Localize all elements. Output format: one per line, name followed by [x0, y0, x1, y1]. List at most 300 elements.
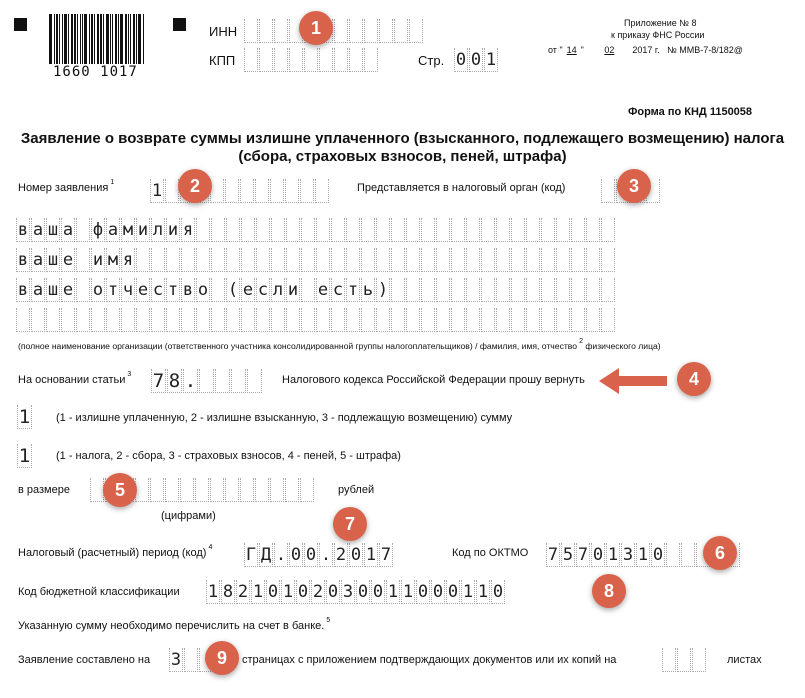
name-cell	[331, 308, 345, 332]
barcode-bar	[64, 14, 67, 64]
oktmo-cell: 7	[577, 545, 589, 565]
kbk-cell: 0	[327, 582, 339, 602]
name-cell	[436, 218, 450, 242]
barcode-bar	[138, 14, 141, 64]
kbk-cell: 0	[267, 582, 279, 602]
registration-mark-right	[173, 18, 186, 31]
name-row[interactable]	[16, 308, 616, 332]
sheets-cells[interactable]	[662, 648, 707, 672]
form-code: Форма по КНД 1150058	[628, 106, 753, 118]
name-cell	[346, 218, 360, 242]
pages-middle: страницах с приложением подтверждающих документов или их копий на	[242, 654, 617, 666]
amount-cell	[300, 478, 314, 502]
name-cell	[271, 248, 285, 272]
step-badge-9: 9	[205, 641, 239, 675]
name-cell	[256, 308, 270, 332]
name-cell	[436, 278, 450, 302]
name-caption	[18, 338, 661, 351]
kbk-cell: 1	[402, 582, 414, 602]
article-cell	[215, 369, 230, 393]
name-rows[interactable]	[16, 218, 616, 338]
application-number-cell	[285, 179, 299, 203]
period-label-text: Налоговый (расчетный) период (код)	[18, 547, 207, 559]
name-cell: ч	[122, 280, 134, 300]
application-number-cell: 1	[151, 181, 163, 201]
kpp-cell	[349, 48, 363, 72]
name-cell: и	[167, 220, 179, 240]
name-cell	[496, 308, 510, 332]
name-cell	[391, 278, 405, 302]
name-cell	[301, 218, 315, 242]
kbk-cell: 1	[207, 582, 219, 602]
kbk-cell: 8	[222, 582, 234, 602]
name-cell	[76, 248, 90, 272]
bank-note	[18, 617, 331, 632]
name-cell	[256, 248, 270, 272]
name-cell	[556, 218, 570, 242]
payment-type-text: (1 - налога, 2 - сбора, 3 - страховых взносов, 4 - пеней, 5 - штрафа)	[56, 450, 401, 462]
name-cell: я	[122, 250, 134, 270]
name-cell	[331, 248, 345, 272]
sum-type-value-cell: 1	[18, 406, 31, 428]
name-cell	[601, 308, 615, 332]
application-number-label-text: Номер заявления	[18, 182, 109, 194]
name-cell	[181, 308, 195, 332]
inn-cell	[409, 19, 423, 43]
name-cell	[586, 218, 600, 242]
oktmo-cell: 7	[547, 545, 559, 565]
article-cell: 8	[168, 370, 181, 392]
pages-prefix: Заявление составлено на	[18, 654, 151, 666]
name-cell: (	[227, 280, 239, 300]
name-cell	[511, 308, 525, 332]
name-cell: а	[32, 280, 44, 300]
amount-label: в размере	[18, 484, 70, 496]
payment-type-cell[interactable]	[17, 444, 33, 468]
kbk-cell: 0	[297, 582, 309, 602]
name-cell	[406, 218, 420, 242]
application-number-label	[18, 179, 115, 194]
bank-note-text: Указанную сумму необходимо перечислить на счет в банке.	[18, 620, 325, 632]
name-cell	[511, 278, 525, 302]
page-digit-cell: 0	[455, 50, 467, 70]
sum-type-cell[interactable]	[17, 405, 33, 429]
name-cell	[481, 308, 495, 332]
kbk-label: Код бюджетной классификации	[18, 586, 180, 598]
oktmo-cell: 0	[592, 545, 604, 565]
name-cell	[376, 248, 390, 272]
name-cell: л	[152, 220, 164, 240]
name-cell	[331, 218, 345, 242]
period-cell: 1	[365, 545, 377, 565]
name-cell: с	[257, 280, 269, 300]
barcode-number: 1660 1017	[53, 64, 138, 80]
name-cell: л	[272, 280, 284, 300]
period-cell: 0	[290, 545, 302, 565]
application-number-cell	[210, 179, 224, 203]
appendix-line2: к приказу ФНС России	[611, 30, 705, 40]
name-cell	[586, 308, 600, 332]
name-cell	[196, 218, 210, 242]
name-cell	[481, 218, 495, 242]
name-cell	[436, 248, 450, 272]
name-cell: м	[107, 250, 119, 270]
application-number-cell	[225, 179, 239, 203]
barcode-bar	[91, 14, 93, 64]
name-cell	[451, 308, 465, 332]
name-cell	[421, 218, 435, 242]
oktmo-cell: 5	[562, 545, 574, 565]
amount-cell	[240, 478, 254, 502]
name-cell	[241, 248, 255, 272]
inn-cell	[334, 19, 348, 43]
order-month: 02	[604, 45, 615, 55]
kbk-cell: 0	[447, 582, 459, 602]
footnote-1: 1	[110, 179, 115, 186]
name-cell	[286, 218, 300, 242]
name-cell	[361, 248, 375, 272]
period-cell: 7	[380, 545, 392, 565]
name-cell: а	[62, 220, 74, 240]
application-number-cell	[255, 179, 269, 203]
kbk-cell: 3	[342, 582, 354, 602]
name-cell	[571, 278, 585, 302]
oktmo-cell: 1	[607, 545, 619, 565]
barcode-bar	[49, 14, 52, 64]
name-cell	[76, 218, 90, 242]
period-cells[interactable]	[244, 543, 394, 567]
name-cell: е	[62, 280, 74, 300]
step-badge-3: 3	[617, 169, 651, 203]
name-cell	[76, 278, 90, 302]
name-cell	[556, 308, 570, 332]
inn-cell	[364, 19, 378, 43]
name-cell	[226, 248, 240, 272]
name-cell	[346, 248, 360, 272]
name-cell	[121, 308, 135, 332]
name-cell: е	[137, 280, 149, 300]
name-cell	[406, 308, 420, 332]
inn-cell	[259, 19, 273, 43]
registration-mark-left	[14, 18, 27, 31]
name-caption-text: (полное наименование организации (ответственного участника консолидированной группы налогоплательщиков) / фамилия, имя, отчество	[18, 341, 578, 351]
footnote-2: 2	[579, 338, 583, 345]
form-title-line1: Заявление о возврате суммы излишне уплаченного (взысканного, подлежащего возмещению) налога	[20, 130, 785, 147]
kbk-cell: 0	[372, 582, 384, 602]
name-cell	[406, 278, 420, 302]
kbk-cell: 1	[252, 582, 264, 602]
barcode-bar	[133, 14, 135, 64]
name-cell	[271, 218, 285, 242]
barcode-bar	[103, 14, 104, 64]
article-cell: .	[184, 370, 197, 392]
name-cell	[571, 248, 585, 272]
barcode-bar	[82, 14, 83, 64]
name-cell	[136, 248, 150, 272]
name-cell	[466, 248, 480, 272]
barcode-bar	[115, 14, 117, 64]
page-digit-cell: 1	[485, 50, 497, 70]
kbk-cell: 1	[282, 582, 294, 602]
kpp-cell	[289, 48, 303, 72]
barcode	[49, 14, 147, 66]
name-cell	[211, 308, 225, 332]
amount-cell	[150, 478, 164, 502]
barcode-bar	[59, 14, 60, 64]
name-cell	[316, 218, 330, 242]
name-cell	[586, 248, 600, 272]
article-cells[interactable]	[151, 369, 263, 393]
name-cell	[481, 248, 495, 272]
barcode-bar	[112, 14, 113, 64]
name-cell	[91, 308, 105, 332]
kpp-cell	[274, 48, 288, 72]
amount-cell	[255, 478, 269, 502]
name-cell: в	[17, 250, 29, 270]
name-cell	[136, 308, 150, 332]
article-label	[18, 371, 132, 386]
step-badge-4: 4	[677, 362, 711, 396]
footnote-3: 3	[127, 371, 132, 378]
barcode-bar	[143, 14, 144, 64]
kpp-cell	[319, 48, 333, 72]
barcode-bar	[54, 14, 55, 64]
oktmo-cell: 0	[652, 545, 664, 565]
kbk-cell: 1	[477, 582, 489, 602]
barcode-bar	[94, 14, 95, 64]
barcode-bar	[77, 14, 78, 64]
name-cell	[496, 218, 510, 242]
name-cell	[376, 308, 390, 332]
application-number-cell	[165, 179, 179, 203]
name-cell	[466, 218, 480, 242]
name-cell: ш	[47, 250, 59, 270]
name-cell: ь	[362, 280, 374, 300]
pages-count-cell	[184, 648, 198, 672]
name-cell: с	[332, 280, 344, 300]
article-cell	[199, 369, 214, 393]
inn-cells[interactable]	[244, 19, 424, 43]
kpp-cell	[334, 48, 348, 72]
article-cell: 7	[152, 370, 165, 392]
step-badge-1: 1	[299, 11, 333, 45]
kbk-cell: 1	[462, 582, 474, 602]
name-cell: т	[167, 280, 179, 300]
name-cell: о	[92, 280, 104, 300]
name-cell	[316, 308, 330, 332]
amount-unit: рублей	[338, 484, 375, 496]
name-cell: о	[197, 280, 209, 300]
name-cell	[496, 248, 510, 272]
name-cell	[31, 308, 45, 332]
name-cell	[391, 248, 405, 272]
name-cell	[301, 308, 315, 332]
name-cell	[106, 308, 120, 332]
article-label-text: На основании статьи	[18, 374, 126, 386]
name-cell	[241, 308, 255, 332]
oktmo-cell	[666, 543, 680, 567]
name-cell: и	[92, 250, 104, 270]
page-number-cells	[454, 48, 499, 72]
name-cell	[601, 248, 615, 272]
barcode-bar	[100, 14, 102, 64]
kpp-cell	[364, 48, 378, 72]
inn-cell	[394, 19, 408, 43]
step-badge-7: 7	[333, 507, 367, 541]
barcode-bar	[62, 14, 63, 64]
application-number-cell	[300, 179, 314, 203]
name-cell	[601, 278, 615, 302]
step-badge-8: 8	[592, 574, 626, 608]
inn-cell	[349, 19, 363, 43]
name-cell	[541, 278, 555, 302]
order-number: № ММВ-7-8/182@	[667, 45, 743, 55]
name-cell	[166, 308, 180, 332]
name-cell	[466, 308, 480, 332]
kpp-cells[interactable]	[244, 48, 379, 72]
name-cell	[361, 308, 375, 332]
name-cell: ш	[47, 280, 59, 300]
kbk-cell: 0	[417, 582, 429, 602]
name-cell	[601, 218, 615, 242]
application-number-cell	[240, 179, 254, 203]
name-cell	[226, 308, 240, 332]
kbk-cell: 2	[312, 582, 324, 602]
kbk-cell: 0	[357, 582, 369, 602]
name-cell	[361, 218, 375, 242]
step-badge-2: 2	[178, 169, 212, 203]
barcode-bar	[71, 14, 73, 64]
name-cell	[526, 278, 540, 302]
kbk-cell: 0	[492, 582, 504, 602]
name-cell: с	[152, 280, 164, 300]
barcode-bar	[89, 14, 90, 64]
name-cell	[526, 308, 540, 332]
name-cell: и	[287, 280, 299, 300]
amount-cell	[135, 478, 149, 502]
page-label: Стр.	[418, 53, 445, 68]
order-year: 2017 г.	[632, 45, 660, 55]
name-cell: т	[347, 280, 359, 300]
period-cell: 0	[350, 545, 362, 565]
name-row[interactable]	[16, 218, 616, 242]
name-cell	[571, 308, 585, 332]
name-row[interactable]	[16, 248, 616, 272]
barcode-bar	[120, 14, 123, 64]
application-number-cells[interactable]	[150, 179, 330, 203]
barcode-bar	[128, 14, 129, 64]
name-cell	[151, 248, 165, 272]
footnote-4: 4	[208, 544, 213, 551]
name-cell	[271, 308, 285, 332]
name-cell	[211, 218, 225, 242]
barcode-bar	[68, 14, 69, 64]
barcode-bar	[97, 14, 99, 64]
inn-cell	[379, 19, 393, 43]
name-cell: е	[242, 280, 254, 300]
sheets-count-cell	[662, 648, 676, 672]
oktmo-cell	[681, 543, 695, 567]
name-cell	[46, 308, 60, 332]
oktmo-label: Код по ОКТМО	[452, 547, 529, 559]
barcode-bar	[56, 14, 58, 64]
name-cell	[76, 308, 90, 332]
kbk-cells[interactable]	[206, 580, 506, 604]
name-cell	[526, 218, 540, 242]
barcode-bar	[106, 14, 109, 64]
name-cell	[556, 278, 570, 302]
period-cell: 2	[335, 545, 347, 565]
name-cell: а	[32, 220, 44, 240]
pages-suffix: листах	[727, 654, 762, 666]
name-cell	[376, 218, 390, 242]
kpp-cell	[244, 48, 258, 72]
amount-cell	[210, 478, 224, 502]
inn-cell	[244, 19, 258, 43]
amount-cell	[195, 478, 209, 502]
application-number-cell	[315, 179, 329, 203]
oktmo-cell: 1	[637, 545, 649, 565]
name-cell	[256, 218, 270, 242]
name-cell	[196, 308, 210, 332]
amount-cell	[270, 478, 284, 502]
application-number-cell	[270, 179, 284, 203]
name-cell	[571, 218, 585, 242]
name-cell	[541, 248, 555, 272]
name-cell	[481, 278, 495, 302]
name-cell	[226, 218, 240, 242]
order-line: от " 14 " 02 2017 г. № ММВ-7-8/182@	[548, 45, 743, 55]
footnote-5: 5	[326, 617, 331, 624]
name-cell	[406, 248, 420, 272]
article-tail: Налогового кодекса Российской Федерации прошу вернуть	[282, 374, 585, 386]
inn-label: ИНН	[209, 24, 238, 39]
name-cell: е	[317, 280, 329, 300]
name-cell	[421, 278, 435, 302]
inn-cell	[274, 19, 288, 43]
step-badge-5: 5	[103, 473, 137, 507]
amount-cell	[165, 478, 179, 502]
barcode-bar	[84, 14, 87, 64]
name-cell: ф	[92, 220, 104, 240]
name-cell	[496, 278, 510, 302]
sheets-count-cell	[692, 648, 706, 672]
name-cell	[211, 278, 225, 302]
name-cell	[421, 248, 435, 272]
kpp-cell	[259, 48, 273, 72]
name-cell	[526, 248, 540, 272]
name-cell	[61, 308, 75, 332]
name-cell	[466, 278, 480, 302]
name-cell: а	[107, 220, 119, 240]
order-from: от	[548, 45, 557, 55]
arrow-left-icon	[599, 368, 667, 399]
amount-caption: (цифрами)	[161, 510, 216, 522]
name-cell	[451, 218, 465, 242]
amount-cell	[180, 478, 194, 502]
amount-cell	[285, 478, 299, 502]
name-cell	[151, 308, 165, 332]
name-cell	[16, 308, 30, 332]
name-cell	[391, 308, 405, 332]
period-cell: .	[275, 545, 287, 565]
name-cell	[196, 248, 210, 272]
name-row[interactable]	[16, 278, 616, 302]
amount-cell	[225, 478, 239, 502]
period-cell: Г	[245, 545, 257, 565]
name-cell	[346, 308, 360, 332]
name-cell: и	[137, 220, 149, 240]
